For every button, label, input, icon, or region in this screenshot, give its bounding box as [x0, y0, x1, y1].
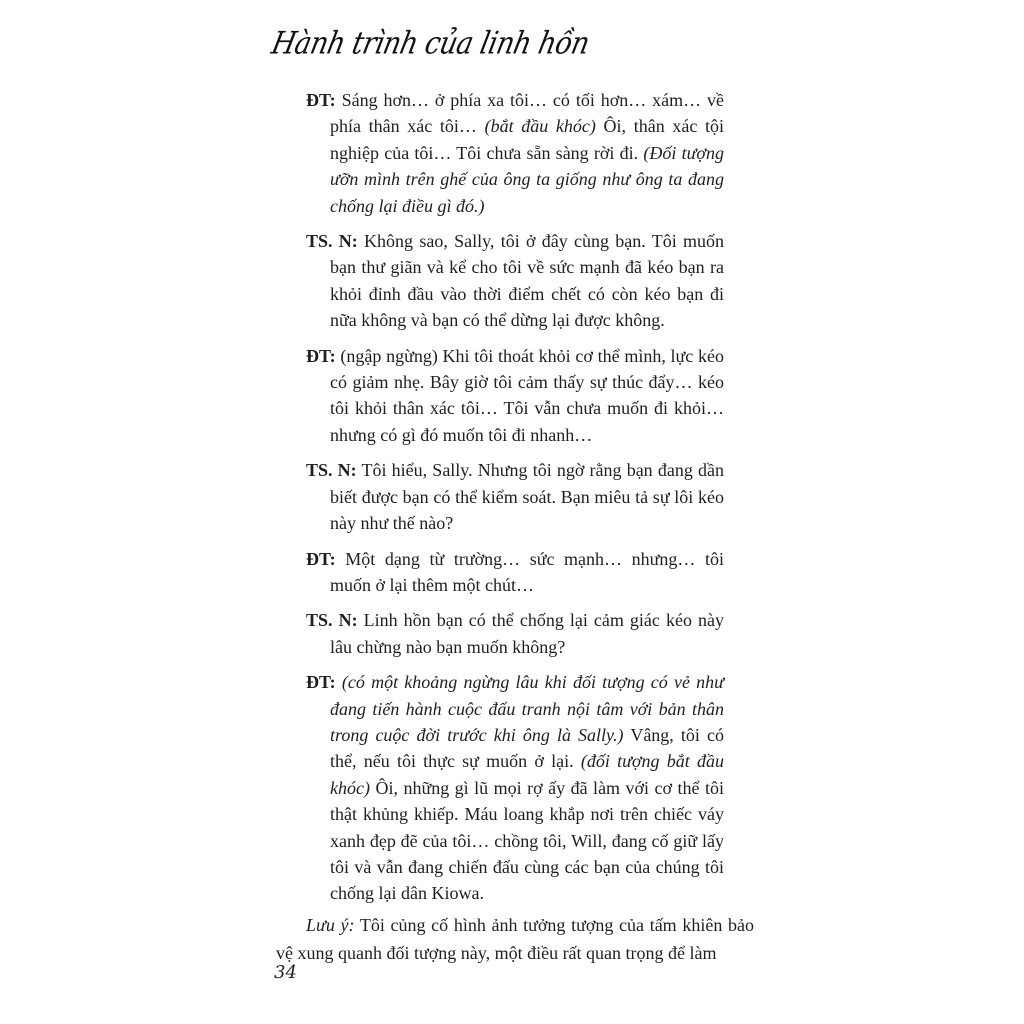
speaker-label: ĐT: — [306, 90, 336, 110]
speaker-label: TS. N: — [306, 231, 358, 252]
dialogue-text: Sáng hơn… ở phía xa tôi… có tối hơn… xám… về phía thân xác tôi… — [330, 90, 724, 137]
dialogue-entry — [306, 669, 724, 907]
dialogue-text: Không sao, Sally, tôi ở đây cùng bạn. Tôi muốn bạn thư giãn và kể cho tôi về sức mạnh đã kéo bạn ra khỏi đỉnh đầu vào thời điểm chết có còn kéo bạn đi nữa không và bạn có thể dừng lại được không. — [330, 231, 724, 331]
dialogue-entry — [306, 87, 724, 219]
dialogue-text: Tôi hiểu, Sally. Nhưng tôi ngờ rằng bạn đang dần biết được bạn có thể kiểm soát. Bạn miêu tả sự lôi kéo này như thế nào? — [330, 460, 724, 534]
dialogue-entry — [306, 343, 724, 449]
speaker-label: ĐT: — [306, 345, 336, 366]
dialogue-text: Một dạng từ trường… sức mạnh… nhưng… tôi muốn ở lại thêm một chút… — [330, 548, 724, 595]
note-label: Lưu ý: — [306, 915, 355, 935]
speaker-label: ĐT: — [306, 548, 336, 569]
stage-direction: (Đối tượng ưỡn mình trên ghế của ông ta giống như ông ta đang chống lại điều gì đó.) — [330, 142, 724, 216]
speaker-label: ĐT: — [306, 672, 336, 693]
note-paragraph — [276, 911, 754, 967]
dialogue-text: Vâng, tôi có thể, nếu tôi thực sự muốn ở lại. — [330, 724, 725, 772]
page-number: 34 — [274, 962, 297, 983]
dialogue-text: Ôi, thân xác tội nghiệp của tôi… Tôi chưa sẵn sàng rời đi. — [330, 116, 724, 163]
dialogue-entry — [306, 228, 724, 334]
stage-direction: (đối tượng bắt đầu khóc) — [330, 751, 724, 798]
dialogue-body — [306, 87, 724, 916]
dialogue-entry — [306, 607, 724, 660]
speaker-label: TS. N: — [306, 460, 357, 481]
note-text: Tôi củng cố hình ảnh tưởng tượng của tấm khiên bảo vệ xung quanh đối tượng này, một điều rất quan trọng để làm — [276, 915, 755, 963]
running-header: Hành trình của linh hồn — [268, 26, 593, 62]
speaker-label: TS. N: — [306, 610, 358, 631]
dialogue-text: Linh hồn bạn có thể chống lại cảm giác kéo này lâu chừng nào bạn muốn không? — [330, 610, 724, 657]
dialogue-text: Ôi, những gì lũ mọi rợ ấy đã làm với cơ thể tôi thật khủng khiếp. Máu loang khắp nơi trên chiếc váy xanh đẹp đẽ của tôi… chồng tôi, Will, đang cố giữ lấy tôi và vẫn đang chiến đấu cùng các bạn của chúng tôi chống lại dân Kiowa. — [330, 777, 724, 904]
stage-direction: (bắt đầu khóc) — [484, 116, 596, 137]
stage-direction: (có một khoảng ngừng lâu khi đối tượng có vẻ như đang tiến hành cuộc đấu tranh nội tâm với bản thân trong cuộc đời trước khi ông là Sally.) — [330, 672, 724, 745]
dialogue-entry — [306, 546, 724, 599]
dialogue-text: (ngập ngừng) Khi tôi thoát khỏi cơ thể mình, lực kéo có giảm nhẹ. Bây giờ tôi cảm thấy sự thúc đẩy… kéo tôi khỏi thân xác tôi… Tôi vẫn chưa muốn đi khỏi… nhưng có gì đó muốn tôi đi nhanh… — [330, 345, 724, 445]
dialogue-entry — [306, 457, 724, 536]
